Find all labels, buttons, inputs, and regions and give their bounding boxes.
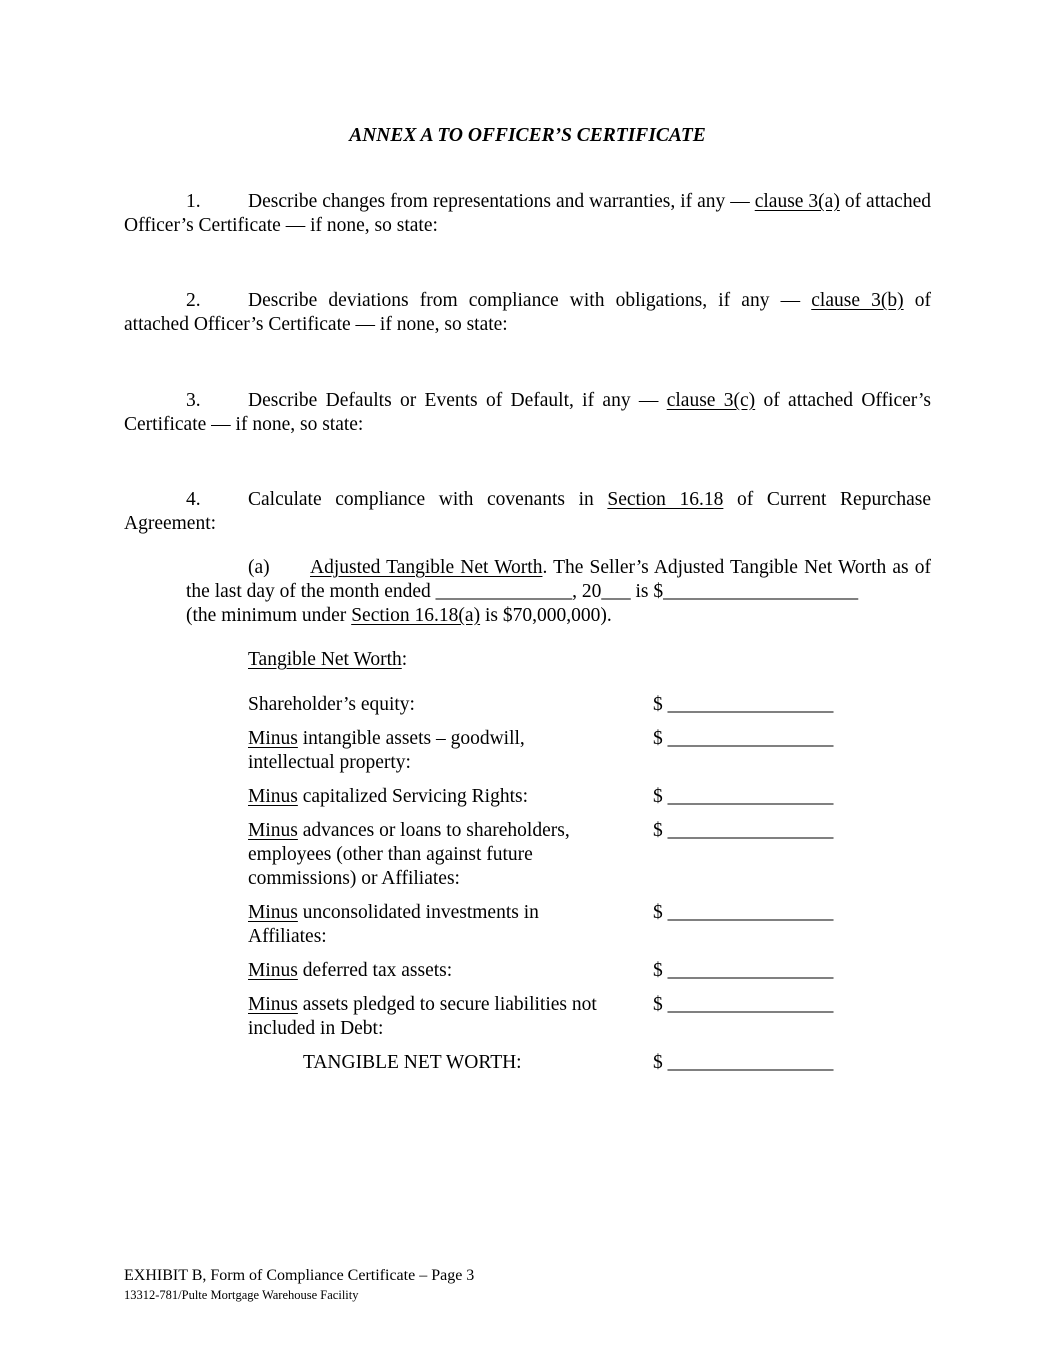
item-2 [124, 289, 931, 337]
item-text-end: of Current Repurchase Agreement: [124, 489, 931, 534]
subitem-text: . The Seller’s Adjusted Tangible Net Worth as of the last day of the month ended ______________, 20___ is $____________________ [186, 557, 932, 602]
subitem-heading: Adjusted Tangible Net Worth [310, 557, 543, 578]
item-text-end: of attached Officer’s Certificate — if none, so state: [124, 390, 931, 435]
footer-document-id: 13312-781/Pulte Mortgage Warehouse Facility [124, 1288, 359, 1302]
clause-reference: clause 3(b) [811, 290, 904, 311]
subitem-label: (a) [248, 557, 270, 578]
item-text: Describe deviations from compliance with obligations, if any — [248, 290, 812, 311]
total-amount-field[interactable]: $ _________________ [653, 1052, 834, 1073]
item-text: Calculate compliance with covenants in [248, 489, 608, 510]
item-text-end: of attached Officer’s Certificate — if none, so state: [124, 191, 931, 236]
subitem-a [186, 556, 931, 628]
amount-field[interactable]: $ _________________ [653, 694, 834, 715]
amount-field[interactable]: $ _________________ [653, 994, 834, 1015]
item-number: 3. [186, 390, 201, 411]
clause-reference: clause 3(a) [754, 191, 840, 212]
item-1 [124, 190, 931, 238]
clause-reference: clause 3(c) [666, 390, 756, 411]
item-4 [124, 488, 931, 536]
document-title: ANNEX A TO OFFICER’S CERTIFICATE [349, 125, 706, 146]
amount-field[interactable]: $ _________________ [653, 820, 834, 841]
item-number: 2. [186, 290, 201, 311]
amount-field[interactable]: $ _________________ [653, 902, 834, 923]
amount-field[interactable]: $ _________________ [653, 960, 834, 981]
item-3 [124, 389, 931, 437]
amount-field[interactable]: $ _________________ [653, 728, 834, 749]
item-number: 4. [186, 489, 201, 510]
item-text-end: of attached Officer’s Certificate — if none, so state: [124, 290, 931, 335]
item-text: Describe Defaults or Events of Default, if any — [248, 390, 667, 411]
item-number: 1. [186, 191, 201, 212]
subitem-text-3: is $70,000,000). [480, 605, 612, 626]
tangible-net-worth-heading: Tangible Net Worth: [248, 649, 408, 670]
total-label: TANGIBLE NET WORTH: [303, 1052, 522, 1073]
footer-exhibit-line: EXHIBIT B, Form of Compliance Certificate – Page 3 [124, 1267, 475, 1284]
section-reference: Section 16.18(a) [351, 605, 481, 626]
item-text: Describe changes from representations and warranties, if any — [248, 191, 755, 212]
amount-field[interactable]: $ _________________ [653, 786, 834, 807]
section-reference: Section 16.18 [607, 489, 724, 510]
subitem-text-2: (the minimum under [186, 605, 352, 626]
